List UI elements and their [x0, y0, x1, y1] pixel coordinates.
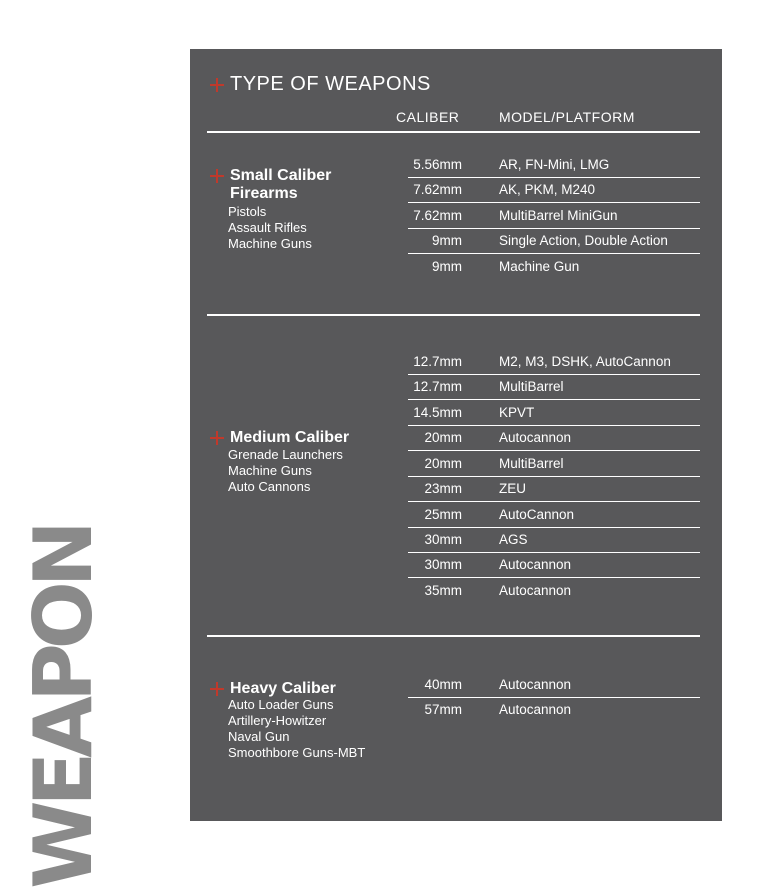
model-cell: Autocannon — [499, 430, 572, 445]
table-row — [408, 698, 700, 723]
cross-icon — [210, 682, 224, 696]
group-divider — [207, 314, 700, 316]
caliber-column-header: CALIBER — [396, 109, 460, 125]
subitem: Grenade Launchers — [228, 447, 343, 462]
caliber-cell: 14.5mm — [413, 405, 462, 420]
group-title-line: Heavy Caliber — [230, 680, 336, 697]
subitem: Auto Cannons — [228, 479, 311, 494]
table-row — [408, 426, 700, 451]
model-column-header: MODEL/PLATFORM — [499, 109, 635, 125]
model-cell: KPVT — [499, 405, 535, 420]
model-cell: MultiBarrel — [499, 379, 564, 394]
caliber-cell: 20mm — [424, 456, 462, 471]
row-divider — [408, 501, 700, 502]
table-row — [408, 229, 700, 254]
panel-title — [210, 73, 431, 96]
subitem: Pistols — [228, 204, 267, 219]
model-cell: ZEU — [499, 481, 526, 496]
row-divider — [408, 202, 700, 203]
subitem: Machine Guns — [228, 236, 312, 251]
group-title-line: Small Caliber — [230, 167, 332, 184]
subitem: Naval Gun — [228, 729, 290, 744]
caliber-cell: 9mm — [432, 233, 462, 248]
model-cell: MultiBarrel — [499, 456, 564, 471]
table-row — [408, 553, 700, 578]
caliber-cell: 7.62mm — [413, 182, 462, 197]
caliber-cell: 35mm — [424, 583, 462, 598]
caliber-cell: 7.62mm — [413, 208, 462, 223]
side-label: WEAPON — [17, 526, 110, 889]
table-row — [408, 503, 700, 528]
caliber-cell: 5.56mm — [413, 157, 462, 172]
caliber-cell: 30mm — [424, 557, 462, 572]
model-cell: MultiBarrel MiniGun — [499, 208, 618, 223]
model-cell: Autocannon — [499, 677, 572, 692]
model-cell: AK, PKM, M240 — [499, 182, 596, 197]
group-divider — [207, 635, 700, 637]
header-divider — [207, 131, 700, 133]
cross-icon — [210, 431, 224, 445]
caliber-cell: 9mm — [432, 259, 462, 274]
model-cell: AR, FN-Mini, LMG — [499, 157, 610, 172]
row-divider — [408, 399, 700, 400]
caliber-cell: 20mm — [424, 430, 462, 445]
cross-icon — [210, 169, 224, 183]
model-cell: M2, M3, DSHK, AutoCannon — [499, 354, 671, 369]
table-row — [408, 204, 700, 229]
panel-title-text: TYPE OF WEAPONS — [230, 73, 431, 95]
weapons-panel — [190, 49, 722, 821]
model-cell: Autocannon — [499, 702, 572, 717]
table-row — [408, 375, 700, 400]
table-row — [408, 255, 700, 280]
model-cell: AGS — [499, 532, 528, 547]
table-row — [408, 350, 700, 375]
row-divider — [408, 577, 700, 578]
table-row — [408, 178, 700, 203]
group-title-medium-caliber — [210, 429, 349, 447]
group-title-line: Medium Caliber — [230, 429, 350, 446]
caliber-cell: 30mm — [424, 532, 462, 547]
subitem: Auto Loader Guns — [228, 697, 334, 712]
group-subitems — [228, 204, 312, 252]
table-row — [408, 153, 700, 178]
caliber-cell: 12.7mm — [413, 354, 462, 369]
group-title-line: Firearms — [230, 185, 298, 202]
table-row — [408, 528, 700, 553]
caliber-cell: 40mm — [424, 677, 462, 692]
group-subitems — [228, 447, 343, 495]
subitem: Assault Rifles — [228, 220, 307, 235]
model-cell: Machine Gun — [499, 259, 580, 274]
caliber-cell: 25mm — [424, 507, 462, 522]
group-title-heavy-caliber — [210, 680, 336, 698]
table-row — [408, 477, 700, 502]
group-subitems — [228, 697, 365, 761]
table-row — [408, 452, 700, 477]
subitem: Artillery-Howitzer — [228, 713, 327, 728]
caliber-cell: 23mm — [424, 481, 462, 496]
model-cell: Autocannon — [499, 583, 572, 598]
subitem: Smoothbore Guns-MBT — [228, 745, 366, 760]
table-row — [408, 401, 700, 426]
table-row — [408, 673, 700, 698]
table-row — [408, 579, 700, 604]
row-divider — [408, 253, 700, 254]
model-cell: Single Action, Double Action — [499, 233, 668, 248]
row-divider — [408, 450, 700, 451]
cross-icon — [210, 78, 224, 92]
subitem: Machine Guns — [228, 463, 312, 478]
model-cell: Autocannon — [499, 557, 572, 572]
model-cell: AutoCannon — [499, 507, 575, 522]
group-title-small-caliber — [210, 167, 331, 203]
caliber-cell: 57mm — [424, 702, 462, 717]
caliber-cell: 12.7mm — [413, 379, 462, 394]
